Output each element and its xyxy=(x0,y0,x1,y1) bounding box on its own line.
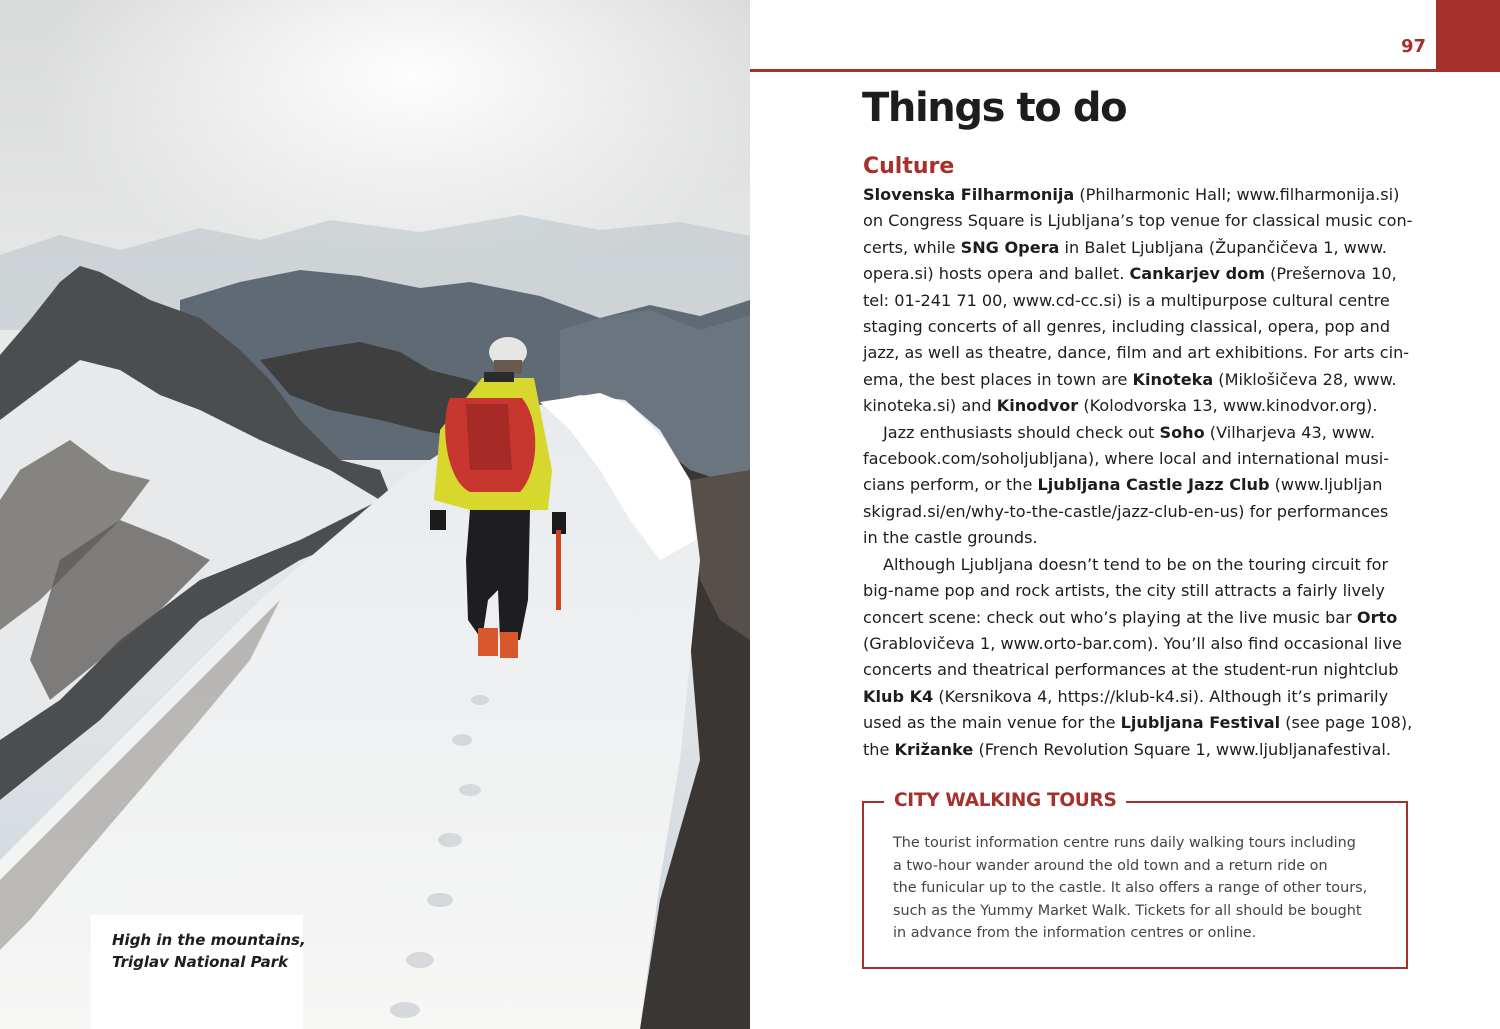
page-title: Things to do xyxy=(862,85,1127,131)
box-line: a two-hour wander around the old town and a return ride on xyxy=(893,857,1328,874)
body-line xyxy=(863,472,1423,498)
body-line xyxy=(863,737,1423,763)
body-line xyxy=(863,340,1423,366)
body-run: the xyxy=(863,739,895,759)
photo-caption xyxy=(91,915,306,1029)
page-tab-accent xyxy=(1436,0,1500,71)
caption-line-2: Triglav National Park xyxy=(112,953,289,971)
box-text xyxy=(893,832,1368,945)
body-line xyxy=(863,684,1423,710)
body-line xyxy=(863,208,1423,234)
body-line xyxy=(863,367,1423,393)
box-line: such as the Yummy Market Walk. Tickets for all should be bought xyxy=(893,902,1362,919)
venue-name: Križanke xyxy=(894,739,974,759)
body-line xyxy=(863,499,1423,525)
venue-name: Ljubljana Castle Jazz Club xyxy=(1037,475,1270,495)
venue-name: Kinodvor xyxy=(996,396,1079,416)
body-run: tel: 01-241 71 00, www.cd-cc.si) is a multipurpose cultural centre xyxy=(863,290,1390,310)
body-run: (Kolodvorska 13, www.kinodvor.org). xyxy=(1078,396,1378,416)
body-run: (Prešernova 10, xyxy=(1264,264,1397,284)
body-line xyxy=(863,182,1423,208)
box-line: the funicular up to the castle. It also offers a range of other tours, xyxy=(893,880,1368,897)
body-run: ema, the best places in town are xyxy=(863,369,1133,389)
body-line xyxy=(863,393,1423,419)
venue-name: SNG Opera xyxy=(960,237,1060,257)
body-run: on Congress Square is Ljubljana’s top venue for classical music con- xyxy=(863,211,1413,231)
body-line xyxy=(863,261,1423,287)
box-title: CITY WALKING TOURS xyxy=(884,788,1126,814)
body-line xyxy=(863,657,1423,683)
body-run: facebook.com/soholjubljana), where local and international musi- xyxy=(863,449,1390,469)
body-line xyxy=(863,578,1423,604)
body-run: concert scene: check out who’s playing at the live music bar xyxy=(863,607,1357,627)
venue-name: Cankarjev dom xyxy=(1129,264,1265,284)
body-line xyxy=(863,288,1423,314)
body-line xyxy=(863,605,1423,631)
body-run: cians perform, or the xyxy=(863,475,1038,495)
venue-name: Ljubljana Festival xyxy=(1120,713,1281,733)
body-run: big-name pop and rock artists, the city still attracts a fairly lively xyxy=(863,581,1385,601)
page-number: 97 xyxy=(1400,36,1426,57)
body-line xyxy=(863,235,1423,261)
body-run: (www.ljubljan xyxy=(1269,475,1383,495)
body-run: in the castle grounds. xyxy=(863,528,1038,548)
body-run: in Balet Ljubljana (Župančičeva 1, www. xyxy=(1059,237,1387,257)
body-run: (Miklošičeva 28, www. xyxy=(1213,369,1397,389)
section-heading: Culture xyxy=(863,154,955,179)
box-line: The tourist information centre runs daily walking tours including xyxy=(893,835,1356,851)
body-line xyxy=(863,314,1423,340)
body-line xyxy=(863,420,1423,446)
body-run: (see page 108), xyxy=(1280,713,1413,733)
body-line xyxy=(863,710,1423,736)
caption-line-1: High in the mountains, xyxy=(112,931,306,949)
body-run: skigrad.si/en/why-to-the-castle/jazz-club-en-us) for performances xyxy=(863,501,1389,521)
venue-name: Orto xyxy=(1356,607,1398,627)
body-run: (Kersnikova 4, https://klub-k4.si). Although it’s primarily xyxy=(933,686,1389,706)
body-line xyxy=(863,446,1423,472)
body-line xyxy=(863,631,1423,657)
body-run: jazz, as well as theatre, dance, film and art exhibitions. For arts cin- xyxy=(863,343,1410,363)
venue-name: Klub K4 xyxy=(863,686,934,706)
body-run: certs, while xyxy=(863,237,961,257)
body-line xyxy=(863,552,1423,578)
body-run: concerts and theatrical performances at the student-run nightclub xyxy=(863,660,1399,680)
venue-name: Slovenska Filharmonija xyxy=(863,185,1075,204)
header-rule xyxy=(750,69,1500,72)
body-run: (French Revolution Square 1, www.ljubljanafestival. xyxy=(973,739,1391,759)
body-run: Jazz enthusiasts should check out xyxy=(883,422,1160,442)
body-run: (Philharmonic Hall; www.filharmonija.si) xyxy=(1074,185,1400,204)
venue-name: Soho xyxy=(1159,422,1205,442)
venue-name: Kinoteka xyxy=(1132,369,1214,389)
body-run: (Grablovičeva 1, www.orto-bar.com). You’ll also find occasional live xyxy=(863,633,1402,653)
body-run: (Vilharjeva 43, www. xyxy=(1204,422,1376,442)
body-run: kinoteka.si) and xyxy=(863,396,997,416)
body-line xyxy=(863,525,1423,551)
body-run: staging concerts of all genres, including classical, opera, pop and xyxy=(863,317,1391,337)
body-run: opera.si) hosts opera and ballet. xyxy=(863,264,1130,284)
body-text xyxy=(863,182,1423,763)
body-run: used as the main venue for the xyxy=(863,713,1121,733)
body-run: Although Ljubljana doesn’t tend to be on the touring circuit for xyxy=(883,554,1389,574)
box-line: in advance from the information centres or online. xyxy=(893,925,1257,942)
